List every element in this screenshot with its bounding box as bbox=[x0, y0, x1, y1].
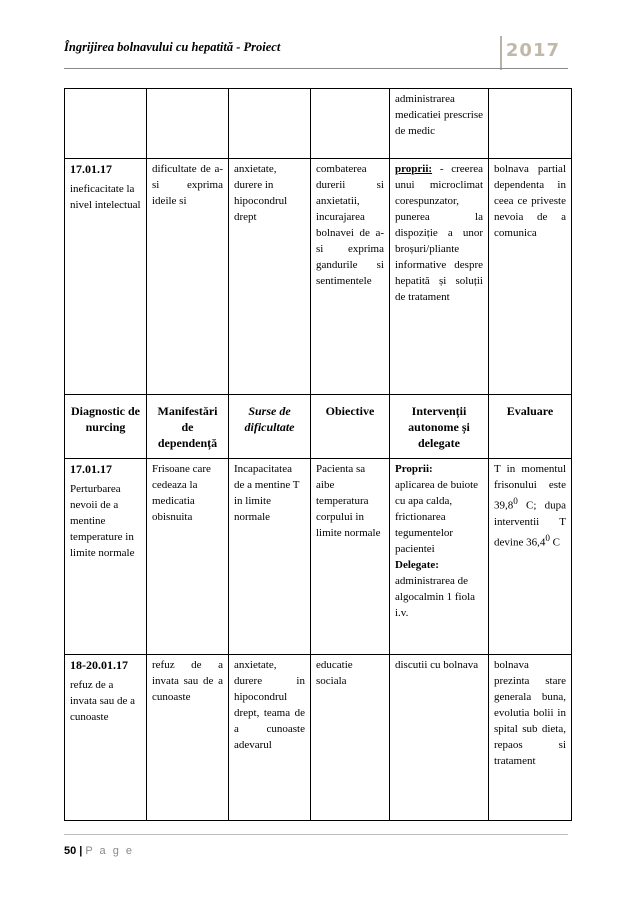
degree-superscript: 0 bbox=[513, 496, 518, 506]
evaluare-text: C bbox=[549, 536, 560, 549]
obiective-text: Pacienta sa aibe temperatura corpului in limite normale bbox=[316, 463, 381, 539]
table-cell bbox=[489, 655, 572, 821]
column-header: Surse de dificultate bbox=[229, 395, 311, 459]
table-cell bbox=[229, 655, 311, 821]
table-cell bbox=[229, 159, 311, 395]
nursing-care-table bbox=[64, 88, 572, 821]
table-cell bbox=[147, 159, 229, 395]
document-year: 2017 bbox=[505, 40, 560, 61]
interventii-label: proprii: bbox=[395, 163, 433, 175]
table-cell bbox=[147, 459, 229, 655]
table-cell bbox=[489, 459, 572, 655]
surse-text: Incapacitatea de a mentine T in limite normale bbox=[234, 463, 300, 523]
table-row bbox=[65, 159, 572, 395]
table-cell bbox=[390, 459, 489, 655]
table-cell bbox=[147, 89, 229, 159]
table-cell bbox=[65, 159, 147, 395]
evaluare-text: bolnava prezinta stare generala buna, evolutia bolii in spital sub dieta, repaos si tratament bbox=[494, 659, 566, 767]
evaluare-text: C; dupa interventii T devine 36,4 bbox=[494, 499, 566, 549]
table-cell bbox=[390, 655, 489, 821]
table-row bbox=[65, 89, 572, 159]
row-date: 17.01.17 bbox=[70, 162, 112, 176]
table-cell bbox=[65, 459, 147, 655]
table-cell bbox=[311, 655, 390, 821]
table-cell bbox=[311, 89, 390, 159]
manifestari-text: refuz de a invata sau de a cunoaste bbox=[152, 659, 223, 703]
column-header: Diagnostic de nurcing bbox=[65, 395, 147, 459]
evaluare-text: T in momentul frisonului este 39,8 bbox=[494, 463, 566, 512]
table-cell bbox=[65, 655, 147, 821]
page-footer bbox=[64, 834, 568, 859]
degree-superscript: 0 bbox=[545, 532, 550, 543]
obiective-text: educatie sociala bbox=[316, 659, 353, 687]
interventii-text: - creerea unui microclimat corespunzator, punerea la dispoziție a unor broșuri/pliante informative despre hepatită și soluții de tratament bbox=[395, 163, 483, 303]
column-header: Manifestări de dependență bbox=[147, 395, 229, 459]
table-cell bbox=[489, 159, 572, 395]
proprii-label: Proprii: bbox=[395, 463, 433, 475]
table-cell bbox=[390, 159, 489, 395]
surse-text: anxietate, durere in hipocondrul drept, teama de a cunoaste adevarul bbox=[234, 659, 305, 751]
proprii-text: aplicarea de buiote cu apa calda, frictionarea tegumentelor pacientei bbox=[395, 479, 479, 555]
column-header: Evaluare bbox=[489, 395, 572, 459]
footer-rule bbox=[64, 834, 568, 835]
table-cell bbox=[147, 655, 229, 821]
table-row bbox=[65, 459, 572, 655]
row-date: 18-20.01.17 bbox=[70, 658, 128, 672]
manifestari-text: dificultate de a-si exprima ideile si bbox=[152, 163, 223, 207]
surse-text: anxietate, durere in hipocondrul drept bbox=[234, 163, 288, 223]
obiective-text: combaterea durerii si anxietatii, incurajarea bolnavei de a-si exprima gandurile si sentimentele bbox=[316, 163, 384, 287]
column-header: Intervenții autonome și delegate bbox=[390, 395, 489, 459]
page-label: P a g e bbox=[85, 845, 134, 857]
column-header: Obiective bbox=[311, 395, 390, 459]
page-number: 50 bbox=[64, 845, 77, 857]
diagnostic-text: Perturbarea nevoii de a mentine temperature in limite normale bbox=[70, 483, 135, 559]
evaluare-text: bolnava partial dependenta in ceea ce priveste nevoia de a comunica bbox=[494, 163, 566, 239]
table-cell bbox=[65, 89, 147, 159]
table-cell bbox=[390, 89, 489, 159]
interventii-text: administrarea medicatiei prescrise de medic bbox=[395, 93, 483, 137]
header-rule bbox=[64, 68, 568, 69]
page-header bbox=[64, 40, 568, 72]
manifestari-text: Frisoane care cedeaza la medicatia obisnuita bbox=[152, 463, 211, 523]
table-row bbox=[65, 655, 572, 821]
header-divider bbox=[500, 36, 502, 70]
diagnostic-text: refuz de a invata sau de a cunoaste bbox=[70, 679, 136, 723]
table-cell bbox=[229, 459, 311, 655]
interventii-text: discutii cu bolnava bbox=[395, 659, 479, 671]
document-title: Îngrijirea bolnavului cu hepatită - Proiect bbox=[64, 40, 281, 54]
row-date: 17.01.17 bbox=[70, 462, 112, 476]
footer-separator: | bbox=[79, 845, 83, 857]
table-header-row bbox=[65, 395, 572, 459]
table-cell bbox=[489, 89, 572, 159]
diagnostic-text: ineficacitate la nivel intelectual bbox=[70, 183, 141, 211]
table-cell bbox=[311, 159, 390, 395]
delegate-label: Delegate: bbox=[395, 559, 439, 571]
table-cell bbox=[311, 459, 390, 655]
table-cell bbox=[229, 89, 311, 159]
delegate-text: administrarea de algocalmin 1 fiola i.v. bbox=[395, 575, 476, 619]
